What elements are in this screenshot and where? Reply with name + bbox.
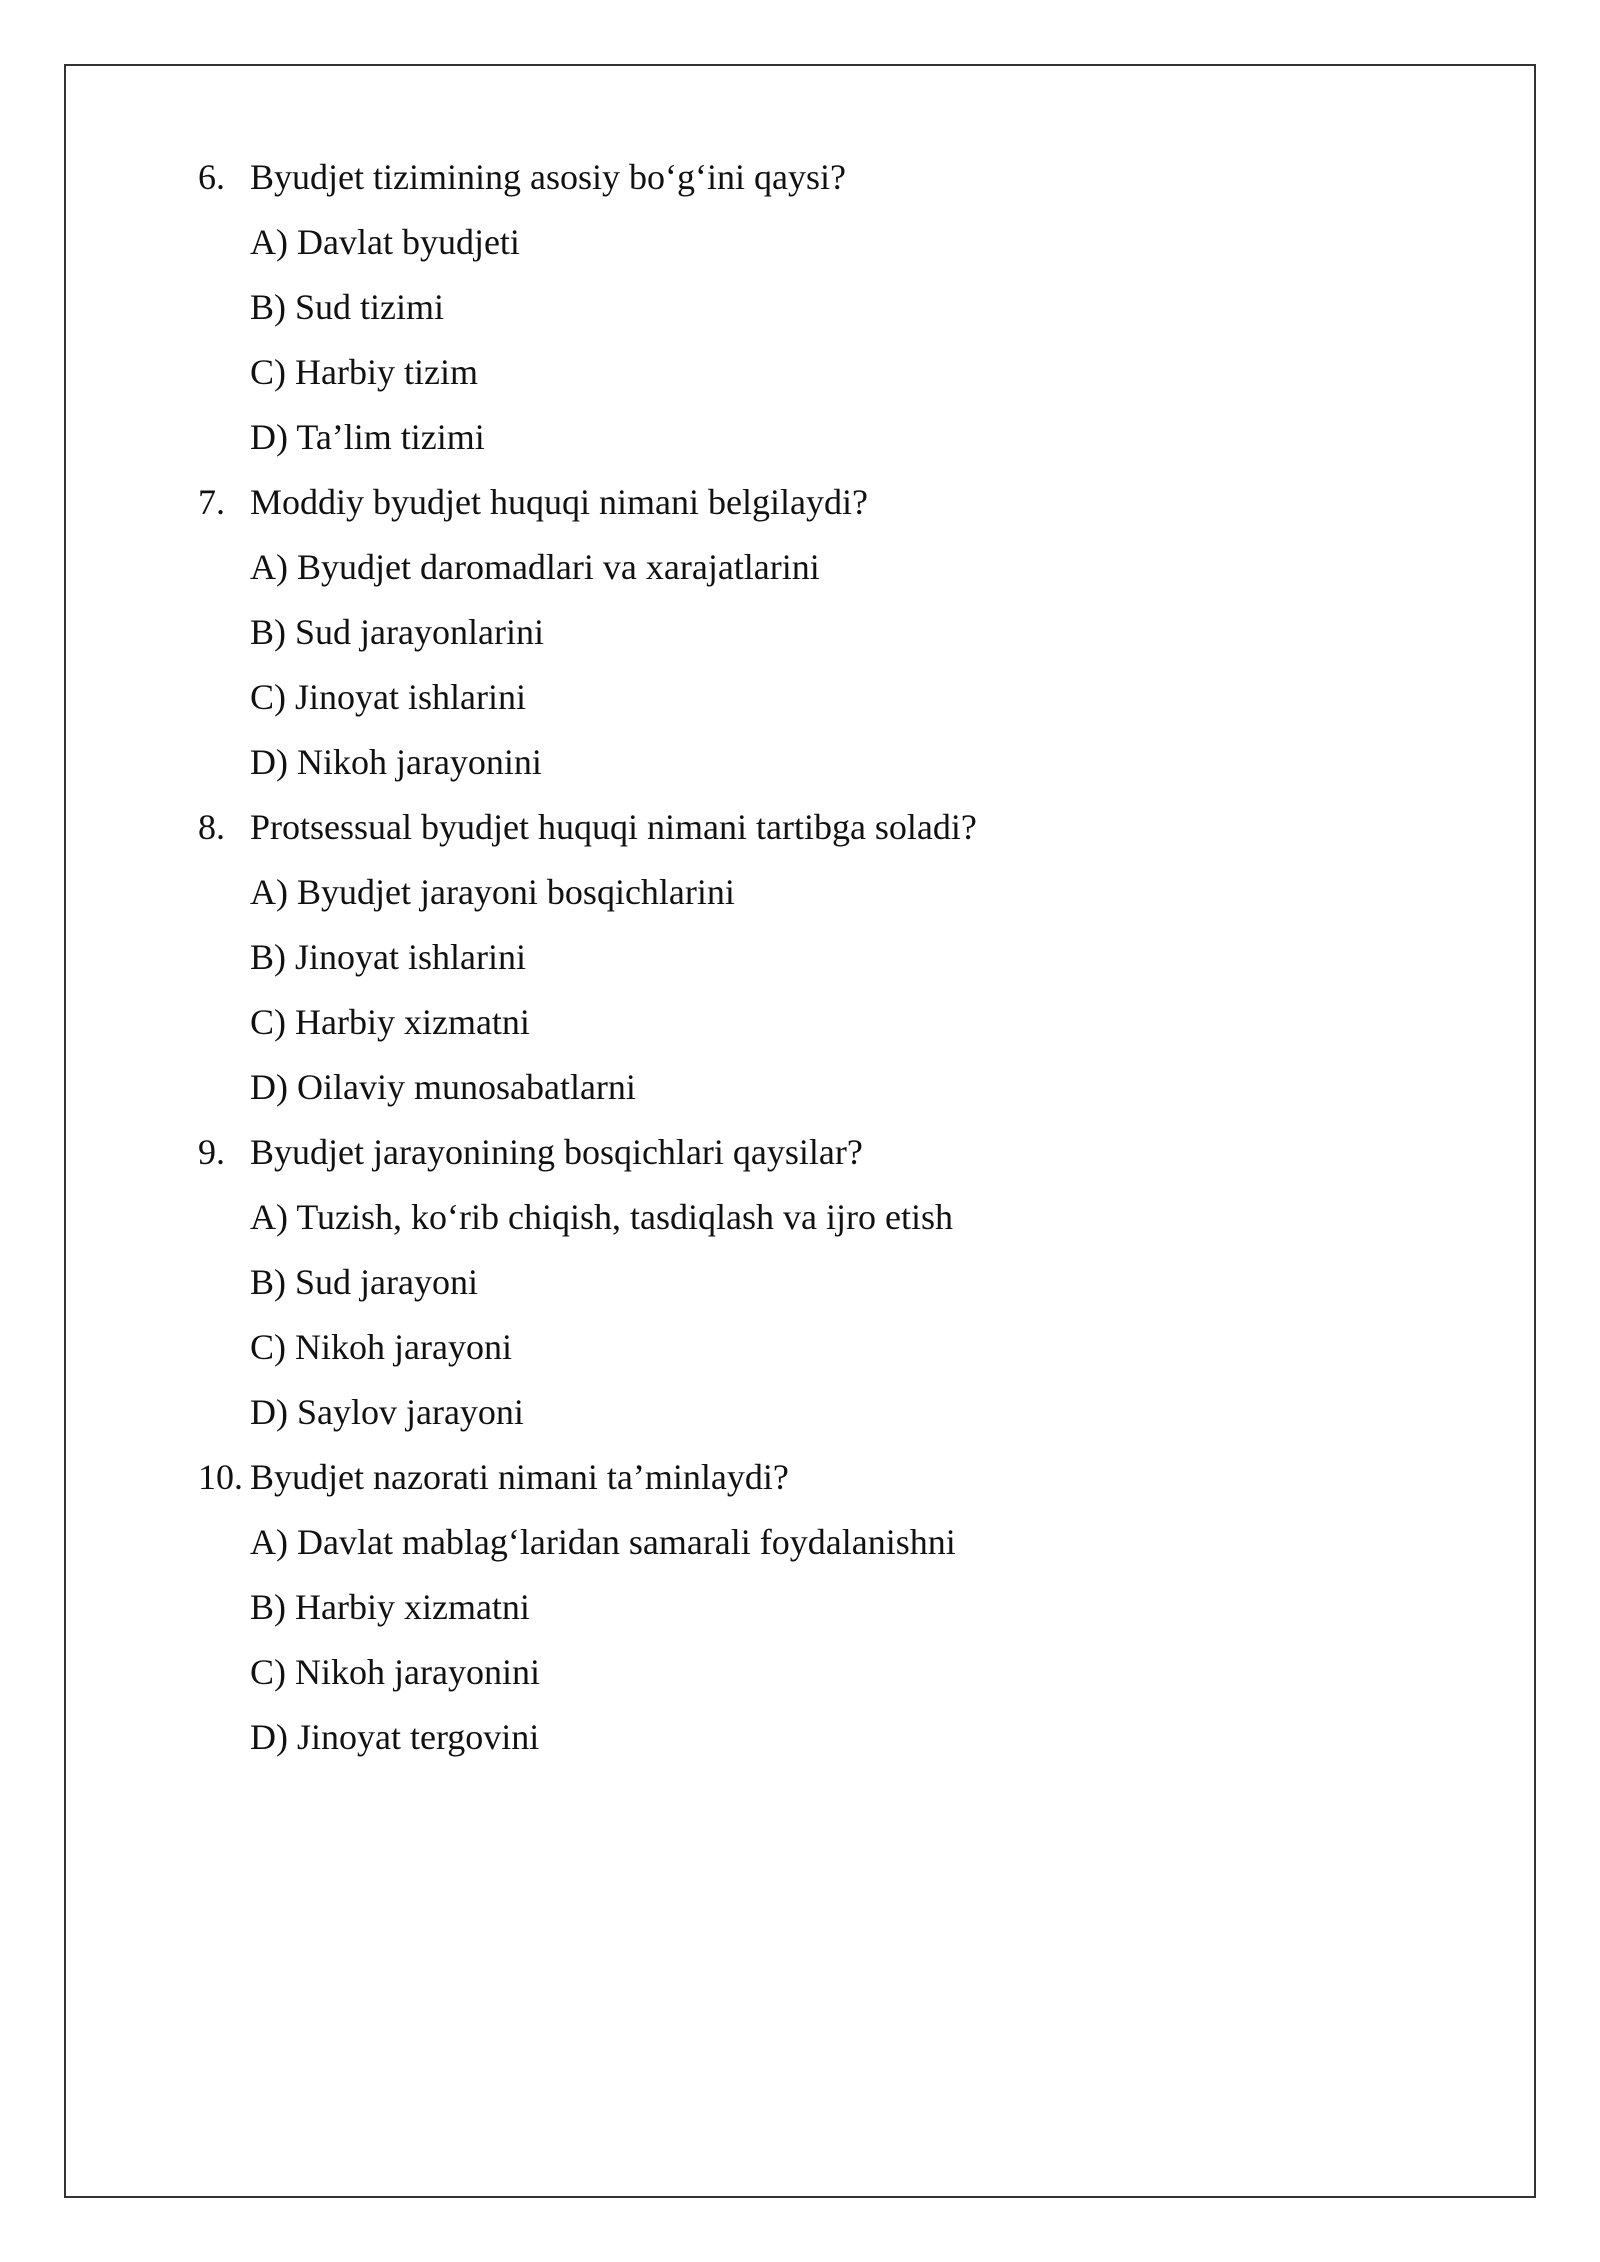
option-d: D) Nikoh jarayonini bbox=[250, 742, 542, 782]
option-c: C) Harbiy xizmatni bbox=[250, 1002, 530, 1042]
question-text: Moddiy byudjet huquqi nimani belgilaydi? bbox=[250, 482, 868, 522]
question-number: 10. bbox=[198, 1457, 243, 1497]
option-d: D) Saylov jarayoni bbox=[250, 1392, 524, 1432]
option-a: A) Davlat mablag‘laridan samarali foydalanishni bbox=[250, 1522, 956, 1562]
option-c: C) Jinoyat ishlarini bbox=[250, 677, 526, 717]
question-8 bbox=[198, 795, 1448, 1120]
option-a: A) Tuzish, ko‘rib chiqish, tasdiqlash va ijro etish bbox=[250, 1197, 953, 1237]
option-b: B) Sud jarayoni bbox=[250, 1262, 478, 1302]
question-row bbox=[198, 1120, 1448, 1185]
option-b: B) Sud jarayonlarini bbox=[250, 612, 544, 652]
option-c: C) Nikoh jarayonini bbox=[250, 1652, 540, 1692]
question-9 bbox=[198, 1120, 1448, 1445]
option-a: A) Byudjet daromadlari va xarajatlarini bbox=[250, 547, 820, 587]
question-number: 9. bbox=[198, 1132, 225, 1172]
question-text: Byudjet tizimining asosiy bo‘g‘ini qaysi? bbox=[250, 157, 846, 197]
question-row bbox=[198, 1445, 1448, 1510]
question-row bbox=[198, 145, 1448, 210]
option-d: D) Ta’lim tizimi bbox=[250, 417, 485, 457]
option-c: C) Nikoh jarayoni bbox=[250, 1327, 512, 1367]
question-6 bbox=[198, 145, 1448, 470]
option-d: D) Jinoyat tergovini bbox=[250, 1717, 540, 1757]
option-b: B) Harbiy xizmatni bbox=[250, 1587, 530, 1627]
question-number: 7. bbox=[198, 482, 225, 522]
question-number: 6. bbox=[198, 157, 225, 197]
option-b: B) Jinoyat ishlarini bbox=[250, 937, 526, 977]
question-text: Byudjet jarayonining bosqichlari qaysilar? bbox=[250, 1132, 863, 1172]
question-row bbox=[198, 470, 1448, 535]
question-text: Protsessual byudjet huquqi nimani tartibga soladi? bbox=[250, 807, 977, 847]
question-7 bbox=[198, 470, 1448, 795]
option-a: A) Byudjet jarayoni bosqichlarini bbox=[250, 872, 735, 912]
question-10 bbox=[198, 1445, 1448, 1770]
question-number: 8. bbox=[198, 807, 225, 847]
option-c: C) Harbiy tizim bbox=[250, 352, 478, 392]
option-b: B) Sud tizimi bbox=[250, 287, 445, 327]
question-list bbox=[198, 145, 1448, 1770]
option-a: A) Davlat byudjeti bbox=[250, 222, 520, 262]
question-text: Byudjet nazorati nimani ta’minlaydi? bbox=[250, 1457, 789, 1497]
option-d: D) Oilaviy munosabatlarni bbox=[250, 1067, 636, 1107]
question-row bbox=[198, 795, 1448, 860]
